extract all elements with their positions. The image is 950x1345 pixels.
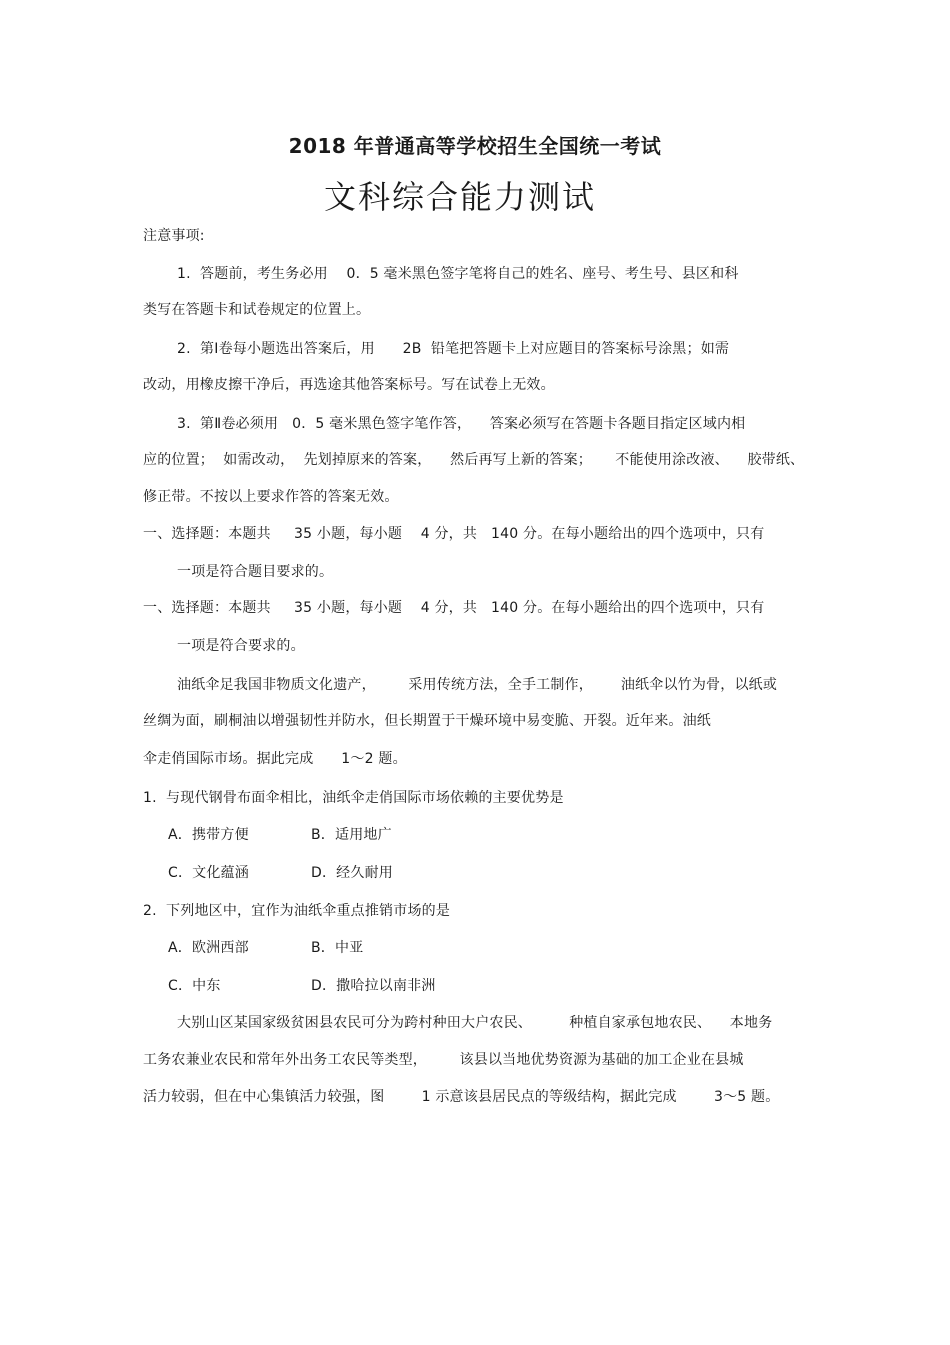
- section-heading: 一、选择题：本题共 35 小题，每小题 4 分，共 140 分。在每小题给出的四个选项中，只有: [143, 600, 765, 616]
- option-a: A．携带方便: [168, 827, 249, 843]
- notice-line: 类写在答题卡和试卷规定的位置上。: [143, 302, 371, 318]
- section-heading: 一、选择题：本题共 35 小题，每小题 4 分，共 140 分。在每小题给出的四个选项中，只有: [143, 526, 765, 542]
- option-b: B．适用地广: [311, 827, 392, 843]
- notice-line: 1. 答题前，考生务必用 0．5 毫米黑色签字笔将自己的姓名、座号、考生号、县区和科: [177, 266, 739, 282]
- option-a: A．欧洲西部: [168, 940, 249, 956]
- passage-line: 丝绸为面，刷桐油以增强韧性并防水，但长期置于干燥环境中易变脆、开裂。近年来。油纸: [143, 713, 711, 729]
- notice-line: 改动，用橡皮擦干净后，再选途其他答案标号。写在试卷上无效。: [143, 377, 555, 393]
- passage-line: 伞走俏国际市场。据此完成 1～2 题。: [143, 751, 407, 767]
- passage-line: 油纸伞足我国非物质文化遗产， 采用传统方法，全手工制作， 油纸伞以竹为骨，以纸或: [177, 677, 778, 693]
- notice-line: 2. 第Ⅰ卷每小题选出答案后，用 2B 铅笔把答题卡上对应题目的答案标号涂黑；如需: [177, 341, 730, 357]
- exam-subtitle: 文科综合能力测试: [323, 178, 596, 216]
- question-stem: 2. 下列地区中，宜作为油纸伞重点推销市场的是: [143, 903, 451, 919]
- option-c: C．文化蕴涵: [168, 865, 249, 881]
- question-stem: 1. 与现代钢骨布面伞相比，油纸伞走俏国际市场依赖的主要优势是: [143, 790, 564, 806]
- passage-line: 活力较弱，但在中心集镇活力较强，图 1 示意该县居民点的等级结构，据此完成 3～5 题。: [143, 1089, 780, 1105]
- notice-line: 3. 第Ⅱ卷必须用 0．5 毫米黑色签字笔作答， 答案必须写在答题卡各题目指定区域内相: [177, 416, 746, 432]
- notice-line: 修正带。不按以上要求作答的答案无效。: [143, 489, 399, 505]
- option-d: D．经久耐用: [311, 865, 393, 881]
- exam-title: 2018 年普通高等学校招生全国统一考试: [288, 134, 662, 158]
- passage-line: 大别山区某国家级贫困县农民可分为跨村种田大户农民、 种植自家承包地农民、 本地务: [177, 1015, 773, 1031]
- notice-line: 应的位置； 如需改动， 先划掉原来的答案， 然后再写上新的答案； 不能使用涂改液、 胶带纸、: [143, 452, 805, 468]
- section-heading-cont: 一项是符合题目要求的。: [177, 564, 334, 580]
- section-heading-cont: 一项是符合要求的。: [177, 638, 305, 654]
- option-b: B．中亚: [311, 940, 364, 956]
- passage-line: 工务农兼业农民和常年外出务工农民等类型， 该县以当地优势资源为基础的加工企业在县城: [143, 1052, 744, 1068]
- option-d: D．撒哈拉以南非洲: [311, 978, 436, 994]
- option-c: C．中东: [168, 978, 221, 994]
- notice-heading: 注意事项:: [143, 228, 205, 244]
